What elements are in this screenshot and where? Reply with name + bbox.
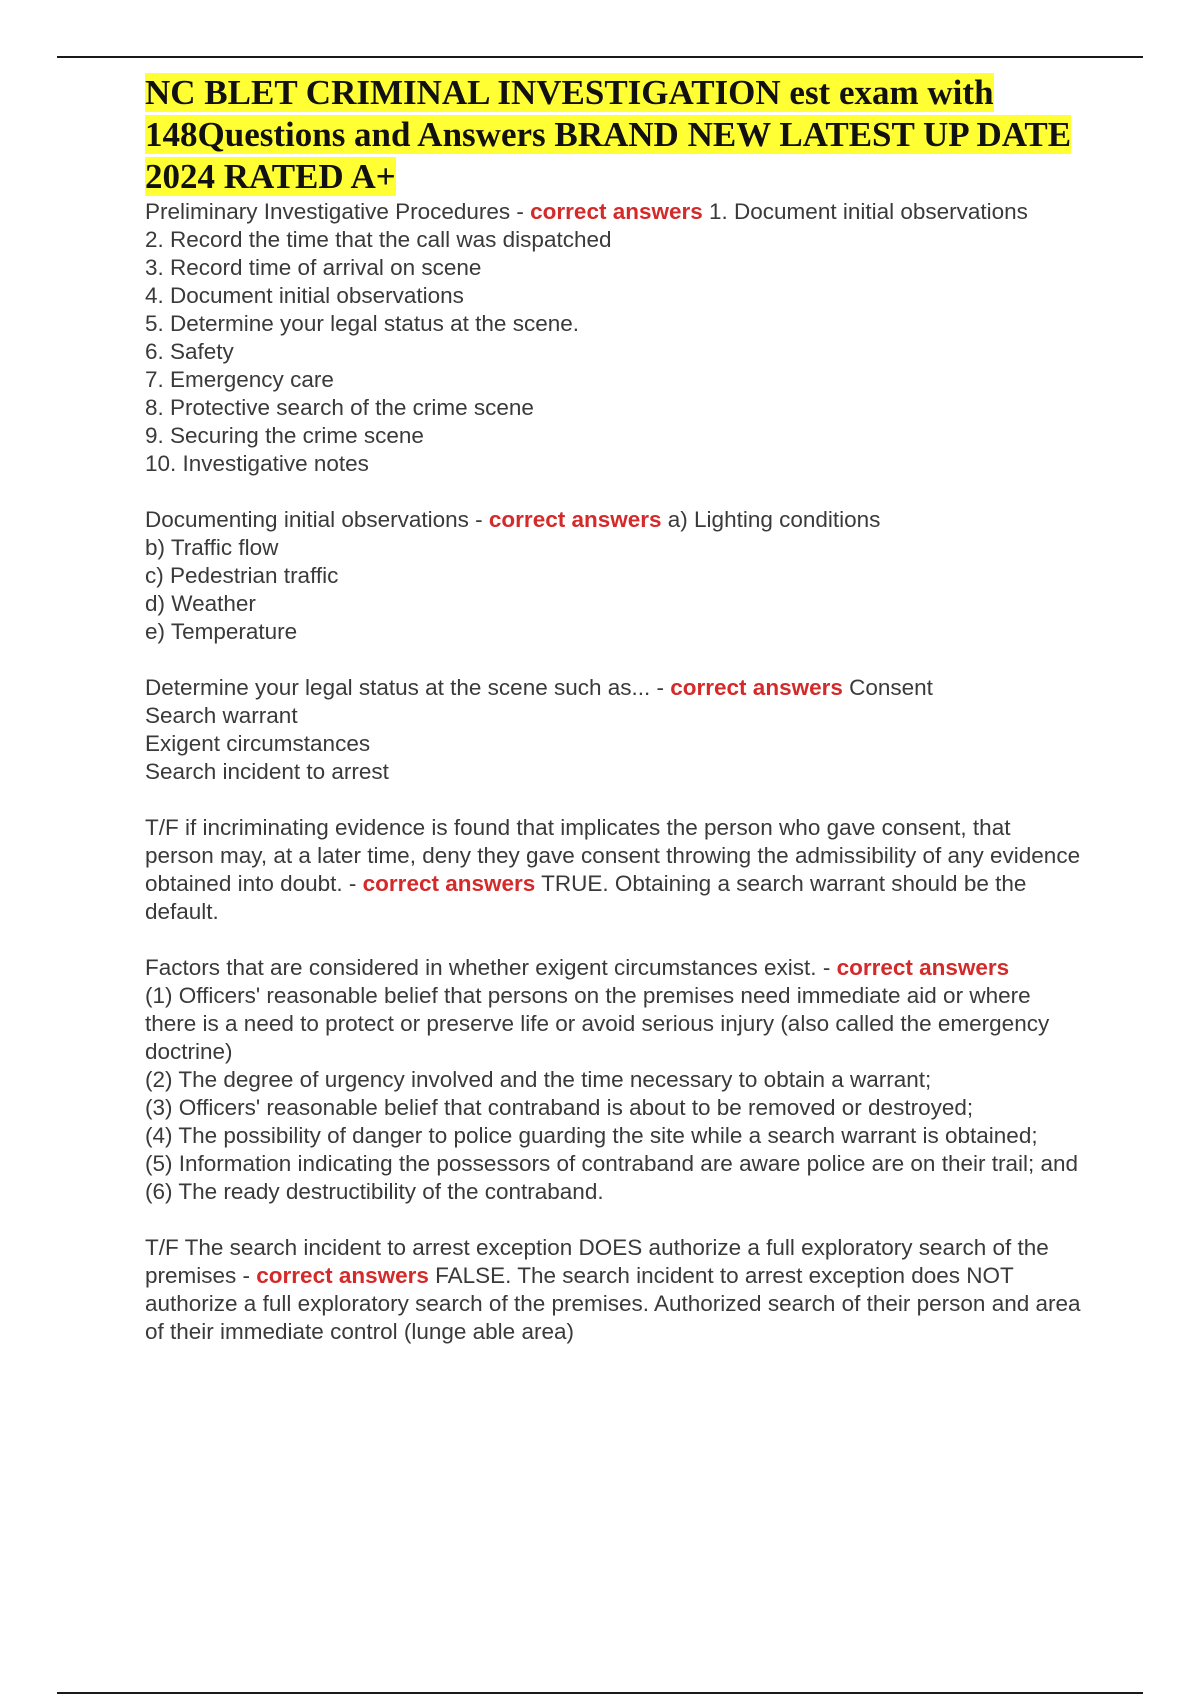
answer-text: TRUE. Obtaining a search warrant should be the default. [145, 871, 1033, 924]
answer-line: Exigent circumstances [145, 731, 371, 756]
top-rule [57, 56, 1143, 58]
bottom-rule [57, 1692, 1143, 1694]
separator: - [342, 871, 363, 896]
answer-line: (2) The degree of urgency involved and the time necessary to obtain a warrant; [145, 1067, 932, 1092]
qa-item [145, 1234, 1085, 1346]
correct-answers-label: correct answers [362, 871, 536, 896]
correct-answers-label: correct answers [530, 199, 703, 224]
document-body [145, 72, 1085, 1346]
qa-item [145, 954, 1085, 1206]
separator: - [650, 675, 671, 700]
answer-line: 5. Determine your legal status at the scene. [145, 311, 579, 336]
answer-line: Search incident to arrest [145, 759, 389, 784]
answer-line: 8. Protective search of the crime scene [145, 395, 534, 420]
answer-line: d) Weather [145, 591, 256, 616]
answer-text: Consent [842, 675, 933, 700]
qa-item [145, 814, 1085, 926]
question-text: T/F if incriminating evidence is found that implicates the person who gave consent, that person may, at a later time, deny they gave consent throwing the admissibility of any evidence obtained into doubt. [145, 815, 1087, 896]
answer-text: a) Lighting conditions [661, 507, 881, 532]
qa-first-line [145, 506, 1085, 534]
qa-first-line [145, 1234, 1085, 1346]
answer-line: 9. Securing the crime scene [145, 423, 424, 448]
answer-line: 2. Record the time that the call was dispatched [145, 227, 612, 252]
answer-line: c) Pedestrian traffic [145, 563, 339, 588]
answer-line: (6) The ready destructibility of the contraband. [145, 1179, 604, 1204]
answer-line: 6. Safety [145, 339, 234, 364]
answer-text: FALSE. The search incident to arrest exception does NOT authorize a full exploratory search of the premises. Authorized search of their person and area of their immediate control (lunge able area) [145, 1263, 1087, 1344]
answer-line: (3) Officers' reasonable belief that contraband is about to be removed or destroyed; [145, 1095, 974, 1120]
title-highlight: NC BLET CRIMINAL INVESTIGATION est exam with 148Questions and Answers BRAND NEW LATEST UP DATE 2024 RATED A+ [145, 73, 1072, 196]
correct-answers-label: correct answers [256, 1263, 429, 1288]
question-text: Preliminary Investigative Procedures [145, 199, 511, 224]
separator: - [510, 199, 531, 224]
question-text: Factors that are considered in whether exigent circumstances exist. [145, 955, 817, 980]
question-text: Documenting initial observations [145, 507, 469, 532]
answer-line: 3. Record time of arrival on scene [145, 255, 482, 280]
qa-first-line [145, 198, 1085, 226]
qa-item [145, 198, 1085, 478]
answer-line: 7. Emergency care [145, 367, 334, 392]
answer-line: e) Temperature [145, 619, 298, 644]
correct-answers-label: correct answers [836, 955, 1010, 980]
separator: - [236, 1263, 257, 1288]
answer-line: 4. Document initial observations [145, 283, 464, 308]
question-text: T/F The search incident to arrest exception DOES authorize a full exploratory search of the premises [145, 1235, 1056, 1288]
answer-line: 10. Investigative notes [145, 451, 369, 476]
qa-first-line [145, 674, 1085, 702]
qa-item [145, 506, 1085, 646]
qa-list [145, 198, 1085, 1346]
qa-first-line [145, 814, 1085, 926]
answer-line: (4) The possibility of danger to police guarding the site while a search warrant is obtained; [145, 1123, 1038, 1148]
answer-line: (1) Officers' reasonable belief that persons on the premises need immediate aid or where there is a need to protect or preserve life or avoid serious injury (also called the emergency doctrine) [145, 983, 1056, 1064]
separator: - [468, 507, 489, 532]
question-text: Determine your legal status at the scene such as... [145, 675, 651, 700]
correct-answers-label: correct answers [488, 507, 662, 532]
separator: - [816, 955, 837, 980]
document-title [145, 72, 1085, 198]
answer-text: 1. Document initial observations [702, 199, 1028, 224]
qa-first-line [145, 954, 1085, 982]
qa-item [145, 674, 1085, 786]
answer-line: Search warrant [145, 703, 298, 728]
correct-answers-label: correct answers [670, 675, 843, 700]
answer-line: b) Traffic flow [145, 535, 279, 560]
answer-line: (5) Information indicating the possessors of contraband are aware police are on their trail; and [145, 1151, 1079, 1176]
